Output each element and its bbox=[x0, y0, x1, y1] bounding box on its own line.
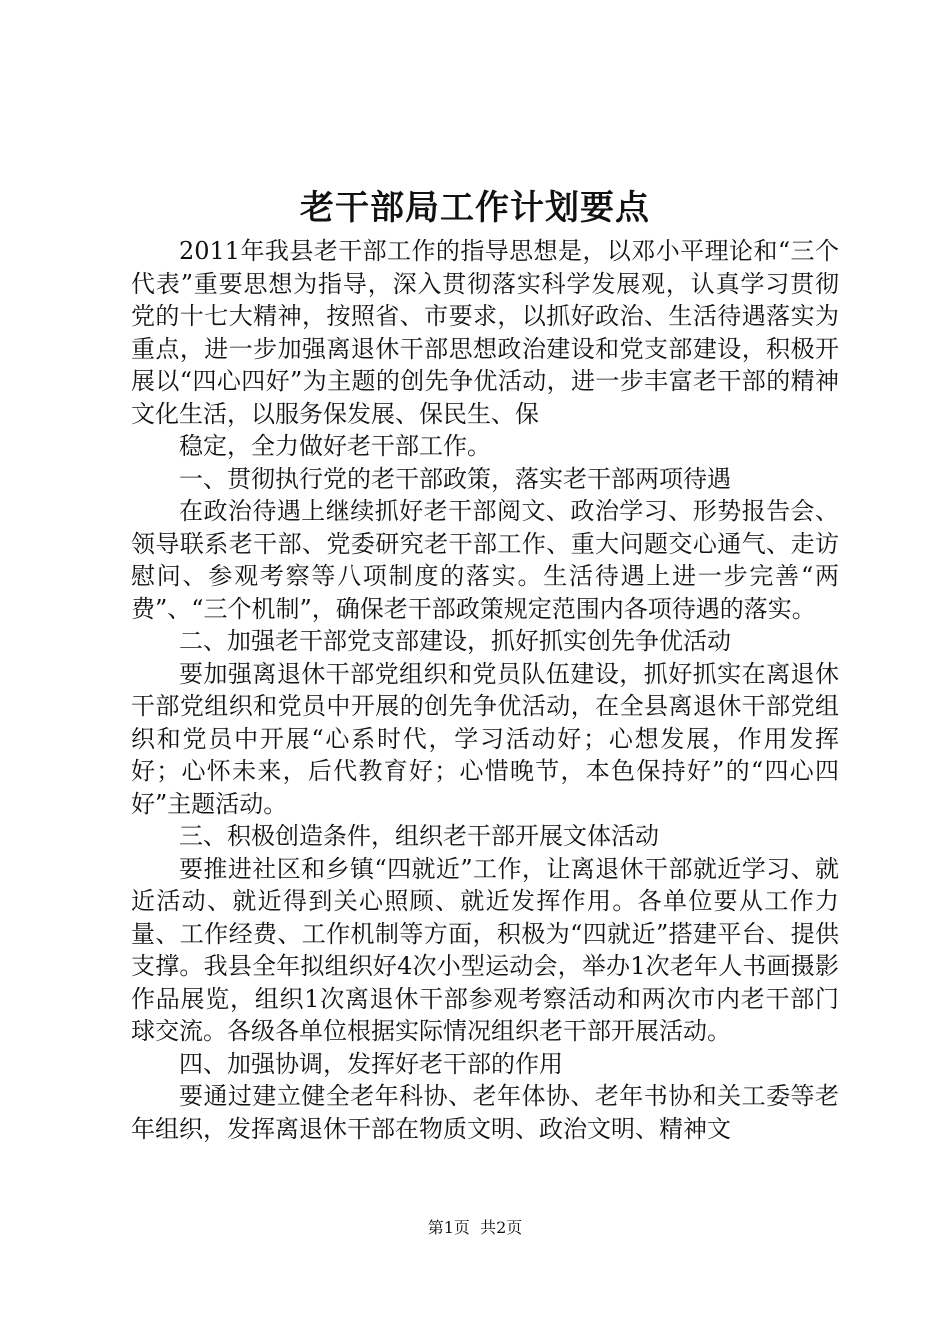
paragraph-section-2: 要加强离退休干部党组织和党员队伍建设，抓好抓实在离退休干部党组织和党员中开展的创先争优活动，在全县离退休干部党组织和党员中开展“心系时代，学习活动好；心想发展，作用发挥好；心怀未来，后代教育好；心惜晚节，本色保持好”的“四心四好”主题活动。 bbox=[131, 659, 839, 818]
document-body bbox=[131, 235, 839, 1145]
section-heading-1: 一、贯彻执行党的老干部政策，落实老干部两项待遇 bbox=[179, 464, 731, 493]
paragraph-guiding-thought: 2011年我县老干部工作的指导思想是，以邓小平理论和“三个代表”重要思想为指导，深入贯彻落实科学发展观，认真学习贯彻党的十七大精神，按照省、市要求，以抓好政治、生活待遇落实为重点，进一步加强离退休干部思想政治建设和党支部建设，积极开展以“四心四好”为主题的创先争优活动，进一步丰富老干部的精神文化生活，以服务保发展、保民生、保 bbox=[131, 237, 839, 428]
page-number-label: 第1页 共2页 bbox=[427, 1218, 523, 1237]
page-footer bbox=[0, 1216, 950, 1240]
paragraph-section-1: 在政治待遇上继续抓好老干部阅文、政治学习、形势报告会、领导联系老干部、党委研究老干部工作、重大问题交心通气、走访慰问、参观考察等八项制度的落实。生活待遇上进一步完善“两费”、“三个机制”，确保老干部政策规定范围内各项待遇的落实。 bbox=[131, 497, 839, 623]
section-heading-4: 四、加强协调，发挥好老干部的作用 bbox=[179, 1049, 563, 1078]
paragraph-continuation: 稳定，全力做好老干部工作。 bbox=[179, 432, 491, 460]
paragraph-section-4: 要通过建立健全老年科协、老年体协、老年书协和关工委等老年组织，发挥离退休干部在物质文明、政治文明、精神文 bbox=[131, 1082, 839, 1143]
section-heading-2: 二、加强老干部党支部建设，抓好抓实创先争优活动 bbox=[179, 627, 731, 655]
section-heading-3: 三、积极创造条件，组织老干部开展文体活动 bbox=[179, 822, 659, 850]
paragraph-section-3: 要推进社区和乡镇“四就近”工作，让离退休干部就近学习、就近活动、就近得到关心照顾、就近发挥作用。各单位要从工作力量、工作经费、工作机制等方面，积极为“四就近”搭建平台、提供支撑。我县全年拟组织好4次小型运动会，举办1次老年人书画摄影作品展览，组织1次离退休干部参观考察活动和两次市内老干部门球交流。各级各单位根据实际情况组织老干部开展活动。 bbox=[131, 854, 839, 1045]
document-title: 老干部局工作计划要点 bbox=[300, 188, 650, 228]
